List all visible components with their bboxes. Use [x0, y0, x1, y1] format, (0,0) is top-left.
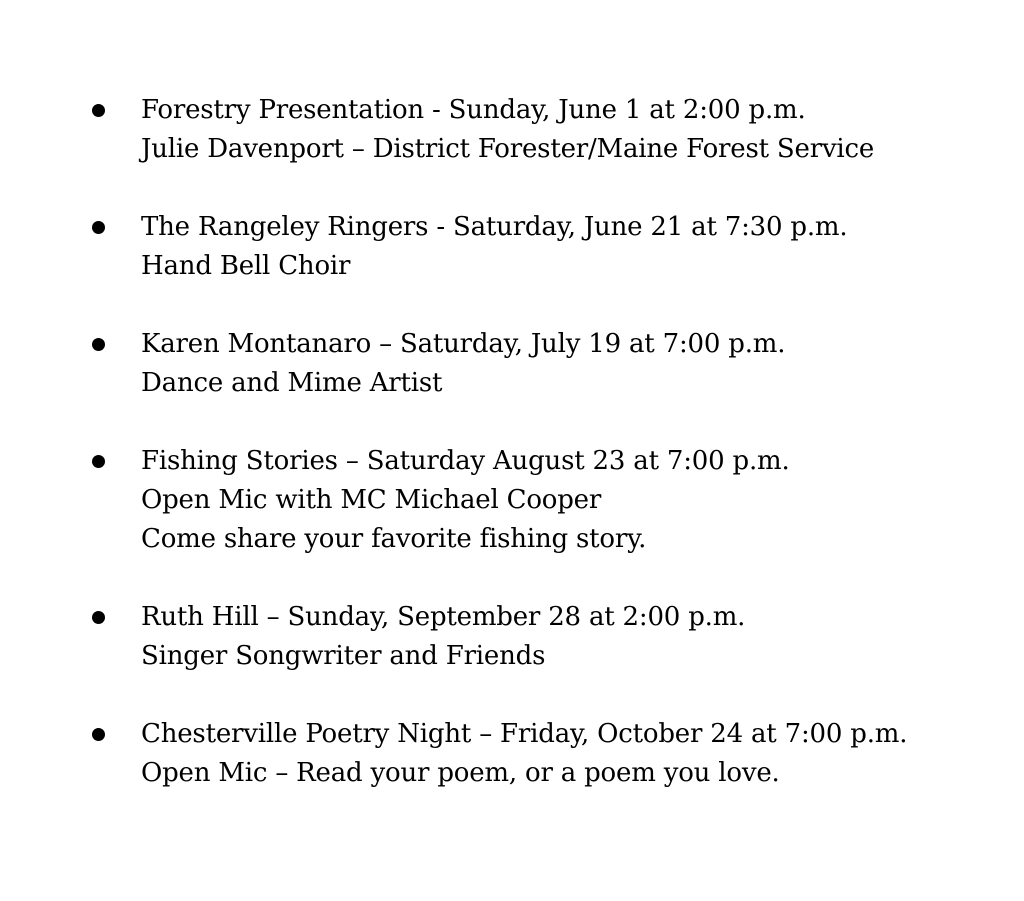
- bullet-icon: [92, 104, 105, 117]
- event-title-line: Karen Montanaro – Saturday, July 19 at 7:00 p.m.: [141, 329, 786, 359]
- event-detail-line: Dance and Mime Artist: [141, 368, 443, 398]
- event-detail-line: Open Mic – Read your poem, or a poem you love.: [141, 758, 780, 788]
- event-detail-line: Julie Davenport – District Forester/Maine Forest Service: [141, 134, 875, 164]
- event-title-line: Chesterville Poetry Night – Friday, October 24 at 7:00 p.m.: [141, 719, 908, 749]
- event-title-line: Ruth Hill – Sunday, September 28 at 2:00 p.m.: [141, 602, 746, 632]
- event-detail-line: Come share your favorite fishing story.: [141, 524, 647, 554]
- event-detail-line: Open Mic with MC Michael Cooper: [141, 485, 602, 515]
- bullet-icon: [92, 455, 105, 468]
- event-title-line: The Rangeley Ringers - Saturday, June 21 at 7:30 p.m.: [141, 212, 848, 242]
- event-title-line: Fishing Stories – Saturday August 23 at 7:00 p.m.: [141, 446, 790, 476]
- event-title-line: Forestry Presentation - Sunday, June 1 at 2:00 p.m.: [141, 95, 806, 125]
- bullet-icon: [92, 221, 105, 234]
- bullet-icon: [92, 728, 105, 741]
- event-detail-line: Singer Songwriter and Friends: [141, 641, 546, 671]
- bullet-icon: [92, 611, 105, 624]
- bullet-icon: [92, 338, 105, 351]
- event-detail-line: Hand Bell Choir: [141, 251, 351, 281]
